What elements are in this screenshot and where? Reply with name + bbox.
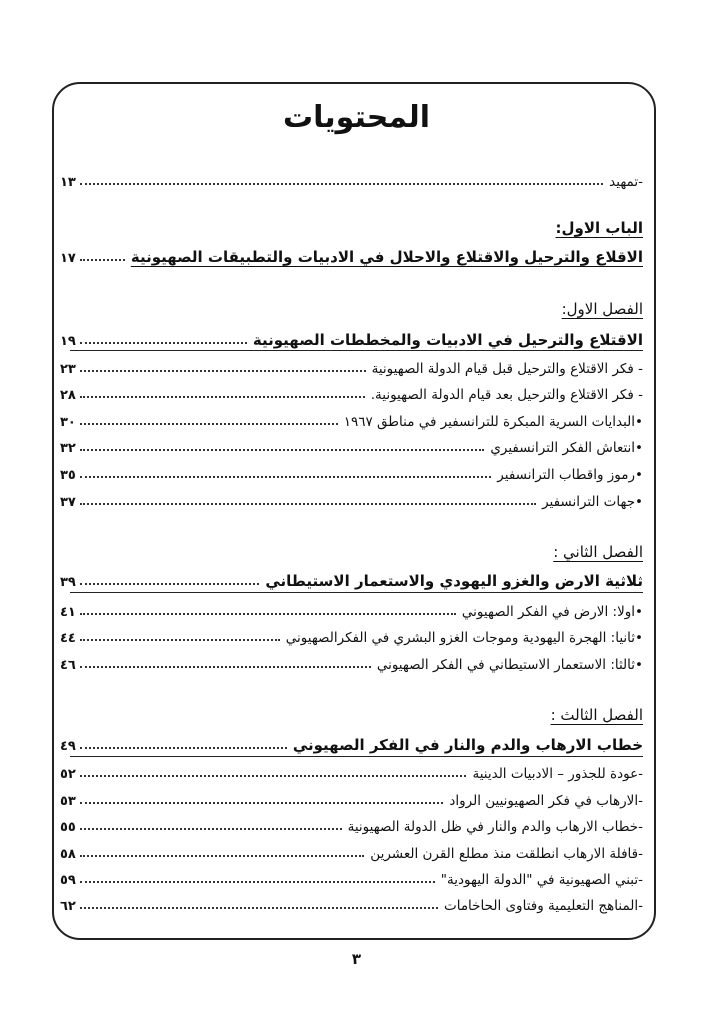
toc-entry-intro[interactable] [60, 166, 643, 190]
leader-dots [80, 449, 484, 451]
leader-dots [80, 855, 364, 857]
chapter3-heading: الفصل الثالث : [550, 706, 643, 724]
entry-label: -الارهاب في فكر الصهيونيين الرواد [449, 793, 643, 809]
divider [70, 592, 643, 593]
entry-label: - فكر الاقتلاع والترحيل بعد قيام الدولة الصهيونية. [370, 387, 643, 403]
entry-page: ٤٤ [60, 631, 76, 646]
leader-dots [80, 476, 491, 478]
entry-label: •جهات الترانسفير [542, 494, 643, 510]
leader-dots [80, 747, 287, 749]
toc-entry[interactable] [60, 353, 643, 377]
leader-dots [80, 259, 125, 261]
leader-dots [80, 583, 259, 585]
entry-label: -خطاب الارهاب والدم والنار في ظل الدولة الصهيونية [347, 819, 643, 835]
toc-entry[interactable] [60, 459, 643, 483]
entry-page: ٢٨ [60, 388, 76, 403]
entry-label: •البدايات السرية المبكرة للترانسفير في مناطق ١٩٦٧ [343, 414, 643, 430]
leader-dots [80, 370, 366, 372]
entry-page: ٣٥ [60, 468, 76, 483]
entry-label: الاقلاع والترحيل والاقتلاع والاحلال في الادبيات والتطبيقات الصهيونية [130, 248, 643, 266]
entry-page: ٣٢ [60, 441, 76, 456]
entry-page: ٣٩ [60, 575, 76, 590]
leader-dots [80, 775, 467, 777]
leader-dots [80, 639, 280, 641]
divider [70, 350, 643, 351]
entry-label: خطاب الارهاب والدم والنار في الفكر الصهيوني [292, 736, 643, 754]
toc-entry[interactable] [60, 379, 643, 403]
leader-dots [80, 666, 371, 668]
entry-label: •ثانيا: الهجرة اليهودية وموجات الغزو البشري في الفكرالصهيوني [285, 630, 643, 646]
entry-label: الاقتلاع والترحيل في الادبيات والمخططات الصهيونية [252, 331, 643, 349]
leader-dots [80, 828, 342, 830]
toc-entry[interactable] [60, 649, 643, 673]
page-number: ٣ [351, 950, 362, 968]
entry-label: •ثالثا: الاستعمار الاستيطاني في الفكر الصهيوني [376, 657, 643, 673]
entry-page: ٣٧ [60, 495, 76, 510]
entry-label: - فكر الاقتلاع والترحيل قبل قيام الدولة الصهيونية [371, 361, 643, 377]
entry-page: ٥٥ [60, 820, 76, 835]
leader-dots [80, 423, 338, 425]
entry-page: ٥٢ [60, 767, 76, 782]
entry-page: ٣٠ [60, 415, 76, 430]
entry-label: -قافلة الارهاب انطلقت منذ مطلع القرن العشرين [370, 846, 643, 862]
chapter1-heading: الفصل الاول: [561, 300, 643, 318]
toc-entry[interactable] [60, 890, 643, 914]
toc-entry[interactable] [60, 486, 643, 510]
toc-entry[interactable] [60, 811, 643, 835]
leader-dots [80, 183, 603, 185]
entry-label: -المناهج التعليمية وفتاوى الحاخامات [444, 898, 643, 914]
toc-entry[interactable] [60, 432, 643, 456]
entry-page: ٤٦ [60, 658, 76, 673]
entry-page: ٥٣ [60, 794, 76, 809]
toc-entry[interactable] [60, 785, 643, 809]
page-title: المحتويات [282, 100, 430, 135]
toc-entry[interactable] [60, 864, 643, 888]
entry-page: ١٩ [60, 334, 76, 349]
leader-dots [80, 342, 247, 344]
entry-label: -تبني الصهيونية في "الدولة اليهودية" [440, 872, 643, 888]
entry-page: ٥٨ [60, 847, 76, 862]
part1-heading: الباب الاول: [555, 219, 643, 237]
entry-label: -تمهيد [609, 174, 643, 190]
entry-page: ٤٩ [60, 739, 76, 754]
leader-dots [80, 802, 443, 804]
entry-label: ثلاثية الارض والغزو اليهودي والاستعمار الاستيطاني [265, 572, 643, 590]
toc-entry[interactable] [60, 758, 643, 782]
entry-label: •رموز واقطاب الترانسفير [497, 467, 643, 483]
chapter2-heading: الفصل الثاني : [553, 543, 643, 561]
entry-page: ٢٣ [60, 362, 76, 377]
toc-entry[interactable] [60, 596, 643, 620]
entry-page: ١٣ [60, 175, 76, 190]
toc-entry-chapter3[interactable] [60, 730, 643, 754]
toc-entry-chapter2[interactable] [60, 566, 643, 590]
entry-label: •اولا: الارض في الفكر الصهيوني [461, 604, 643, 620]
entry-label: •انتعاش الفكر الترانسفيري [490, 440, 643, 456]
entry-label: -عودة للجذور – الادبيات الدينية [472, 766, 643, 782]
leader-dots [80, 907, 438, 909]
leader-dots [80, 503, 536, 505]
leader-dots [80, 881, 435, 883]
toc-entry[interactable] [60, 406, 643, 430]
entry-page: ٤١ [60, 605, 76, 620]
leader-dots [80, 613, 456, 615]
entry-page: ٦٢ [60, 899, 76, 914]
toc-entry-chapter1[interactable] [60, 325, 643, 349]
entry-page: ١٧ [60, 251, 76, 266]
entry-page: ٥٩ [60, 873, 76, 888]
divider [70, 756, 643, 757]
toc-entry[interactable] [60, 622, 643, 646]
leader-dots [80, 396, 365, 398]
toc-entry[interactable] [60, 838, 643, 862]
toc-entry-part1[interactable] [60, 242, 643, 266]
